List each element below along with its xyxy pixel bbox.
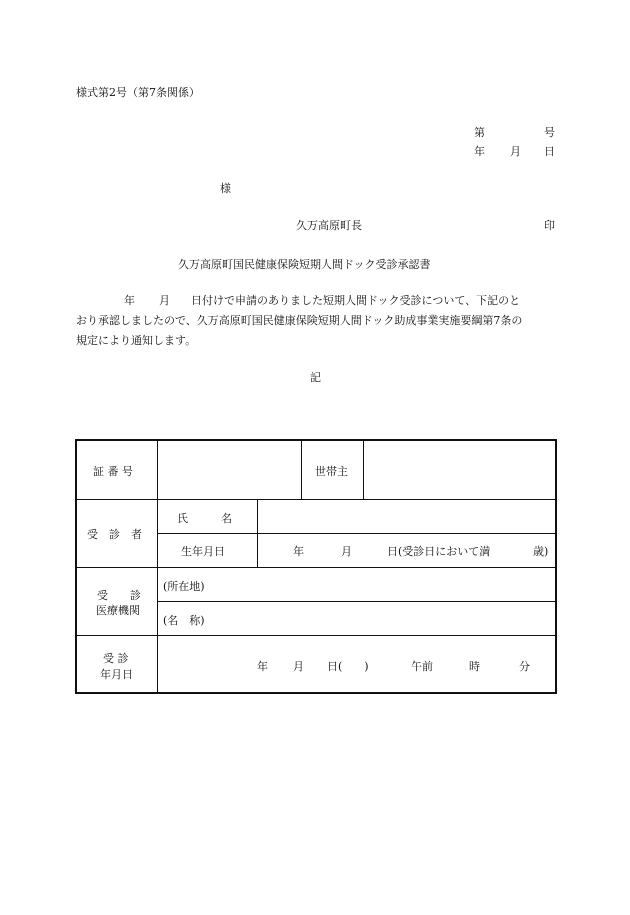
institution-label-line2: 医療機関 — [96, 604, 140, 617]
exam-date-month: 月 — [293, 660, 304, 673]
issuer-name: 久万高原町長 — [296, 219, 362, 232]
exam-date-label-line2: 年月日 — [100, 668, 133, 681]
birth-day-note: 日(受診日において満 — [387, 545, 491, 558]
exam-time-am: 午前 — [411, 660, 433, 673]
name-value[interactable] — [259, 501, 555, 533]
date-year: 年 — [474, 145, 485, 158]
issuer-seal: 印 — [544, 219, 555, 232]
doc-number-prefix: 第 — [474, 126, 485, 139]
examinee-label: 受 診 者 — [87, 528, 142, 541]
cert-number-label: 証 番 号 — [93, 465, 133, 478]
exam-time-minute: 分 — [519, 660, 530, 673]
body-line-1-rest: 日付けで申請のありました短期人間ドック受診について、下記のと — [191, 294, 521, 307]
form-number: 様式第2号（第7条関係） — [76, 86, 200, 99]
birth-label: 生年月日 — [181, 545, 225, 558]
ki-heading: 記 — [310, 371, 321, 384]
exam-date-day: 日( ) — [327, 660, 369, 673]
addressee-suffix: 様 — [220, 182, 231, 195]
cert-number-value[interactable] — [159, 443, 299, 497]
body-line-1 — [76, 291, 556, 311]
body-year-blank: 年 — [124, 294, 135, 307]
document-title: 久万高原町国民健康保険短期人間ドック受診承認書 — [178, 258, 431, 271]
householder-label: 世帯主 — [315, 465, 348, 478]
body-line-3: 規定により通知します。 — [76, 334, 197, 347]
name-label: 氏 名 — [177, 512, 232, 525]
body-paragraph — [76, 291, 556, 351]
doc-number-suffix: 号 — [544, 126, 555, 139]
body-month-blank: 月 — [159, 294, 170, 307]
approval-table — [75, 439, 557, 694]
location-label: (所在地) — [163, 580, 205, 593]
exam-date-year: 年 — [257, 660, 268, 673]
birth-age: 歳) — [533, 545, 549, 558]
birth-year: 年 — [293, 545, 304, 558]
exam-time-hour: 時 — [469, 660, 480, 673]
birth-month: 月 — [341, 545, 352, 558]
institution-label-line1: 受 診 — [97, 589, 141, 602]
org-name-label: (名 称) — [163, 614, 205, 627]
householder-value[interactable] — [365, 443, 555, 497]
body-line-2: おり承認しましたので、久万高原町国民健康保険短期人間ドック助成事業実施要綱第7条の — [76, 314, 523, 327]
date-day: 日 — [544, 145, 555, 158]
date-month: 月 — [510, 145, 521, 158]
exam-date-label-line1: 受 診 — [103, 652, 129, 665]
